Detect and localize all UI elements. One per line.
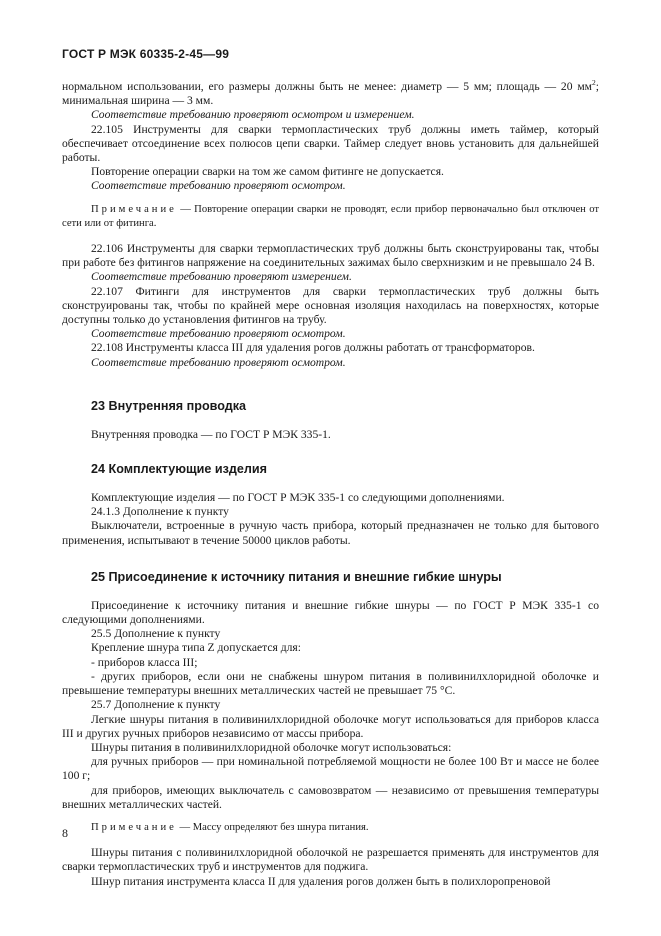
section-heading-23: 23 Внутренняя проводка xyxy=(91,398,247,413)
paragraph-text: ; минимальная ширина — 3 мм. xyxy=(62,80,599,108)
superscript: 2 xyxy=(592,78,596,88)
paragraph: Присоединение к источнику питания и внешние гибкие шнуры — по ГОСТ Р МЭК 335-1 со следующими дополнениями. xyxy=(62,598,599,627)
paragraph: Шнуры питания с поливинилхлоридной оболочкой не разрешается применять для инструментов для сварки термопластических труб и инструментов для поджига. xyxy=(62,846,599,874)
clause-22-108: 22.108 Инструменты класса III для удаления рогов должны работать от трансформаторов. xyxy=(91,341,535,355)
compliance-note: Соответствие требованию проверяют измерением. xyxy=(91,270,352,284)
compliance-note: Соответствие требованию проверяют осмотром. xyxy=(91,355,346,369)
clause-25-7: 25.7 Дополнение к пункту xyxy=(91,698,221,712)
paragraph: Крепление шнура типа Z допускается для: xyxy=(91,641,301,655)
note-label: Примечание xyxy=(91,203,177,215)
section-heading-24: 24 Комплектующие изделия xyxy=(91,462,267,477)
paragraph-text: нормальном использовании, его размеры должны быть не менее: диаметр — 5 мм; площадь — 20 мм xyxy=(62,80,593,93)
paragraph: для приборов, имеющих выключатель с самовозвратом — независимо от превышения температуры внешних металлических частей. xyxy=(62,783,599,811)
clause-22-107: 22.107 Фитинги для инструментов для сварки термопластических труб должны быть сконструированы так, чтобы по крайней мере основная изоляция находилась на поверхностях, которые доступны только до установления фитингов на трубу. xyxy=(62,284,599,327)
paragraph: Шнуры питания в поливинилхлоридной оболочке могут использоваться: xyxy=(91,740,452,754)
clause-24-1-3: 24.1.3 Дополнение к пункту xyxy=(91,505,229,519)
note-text: — Повторение операции сварки не проводят, если прибор первоначально был отключен от сети или от фитинга. xyxy=(62,203,599,229)
compliance-note: Соответствие требованию проверяют осмотром. xyxy=(91,327,346,341)
list-item: - других приборов, если они не снабжены шнуром питания в поливинилхлоридной оболочке и превышение температуры внешних металлических частей не превышает 75 °С. xyxy=(62,669,599,698)
paragraph: Шнур питания инструмента класса II для удаления рогов должен быть в полихлоропреновой xyxy=(91,874,551,888)
paragraph: Внутренняя проводка — по ГОСТ Р МЭК 335-1. xyxy=(91,427,331,441)
paragraph: Выключатели, встроенные в ручную часть прибора, который предназначен не только для бытового применения, испытывают в течение 50000 циклов работы. xyxy=(62,519,599,547)
paragraph: Легкие шнуры питания в поливинилхлоридной оболочке могут использоваться для приборов класса III и других ручных приборов независимо от массы прибора. xyxy=(62,712,599,740)
paragraph: Повторение операции сварки на том же самом фитинге не допускается. xyxy=(91,165,444,179)
clause-22-106: 22.106 Инструменты для сварки термопластических труб должны быть сконструированы так, чтобы при работе без фитингов напряжение на соединительных зажимах было сверхнизким и не превышало 24 В. xyxy=(62,242,599,270)
compliance-note: Соответствие требованию проверяют осмотром и измерением. xyxy=(91,108,415,122)
note xyxy=(62,821,599,835)
page-number: 8 xyxy=(62,826,68,840)
compliance-note: Соответствие требованию проверяют осмотром. xyxy=(91,179,346,193)
paragraph xyxy=(62,80,599,108)
document-header: ГОСТ Р МЭК 60335-2-45—99 xyxy=(62,47,230,61)
list-item: - приборов класса III; xyxy=(91,655,198,669)
note-text: — Массу определяют без шнура питания. xyxy=(176,821,369,833)
note xyxy=(62,203,599,231)
document-body xyxy=(62,80,599,889)
paragraph: Комплектующие изделия — по ГОСТ Р МЭК 335-1 со следующими дополнениями. xyxy=(91,491,505,505)
paragraph: для ручных приборов — при номинальной потребляемой мощности не более 100 Вт и массе не более 100 г; xyxy=(62,755,599,783)
clause-22-105: 22.105 Инструменты для сварки термопластических труб должны иметь таймер, который обеспечивает отсоединение всех полюсов цепи сварки. Таймер следует вновь установить для дальнейшей работы. xyxy=(62,122,599,165)
clause-25-5: 25.5 Дополнение к пункту xyxy=(91,627,221,641)
note-label: Примечание xyxy=(91,821,177,833)
section-heading-25: 25 Присоединение к источнику питания и внешние гибкие шнуры xyxy=(91,569,502,584)
